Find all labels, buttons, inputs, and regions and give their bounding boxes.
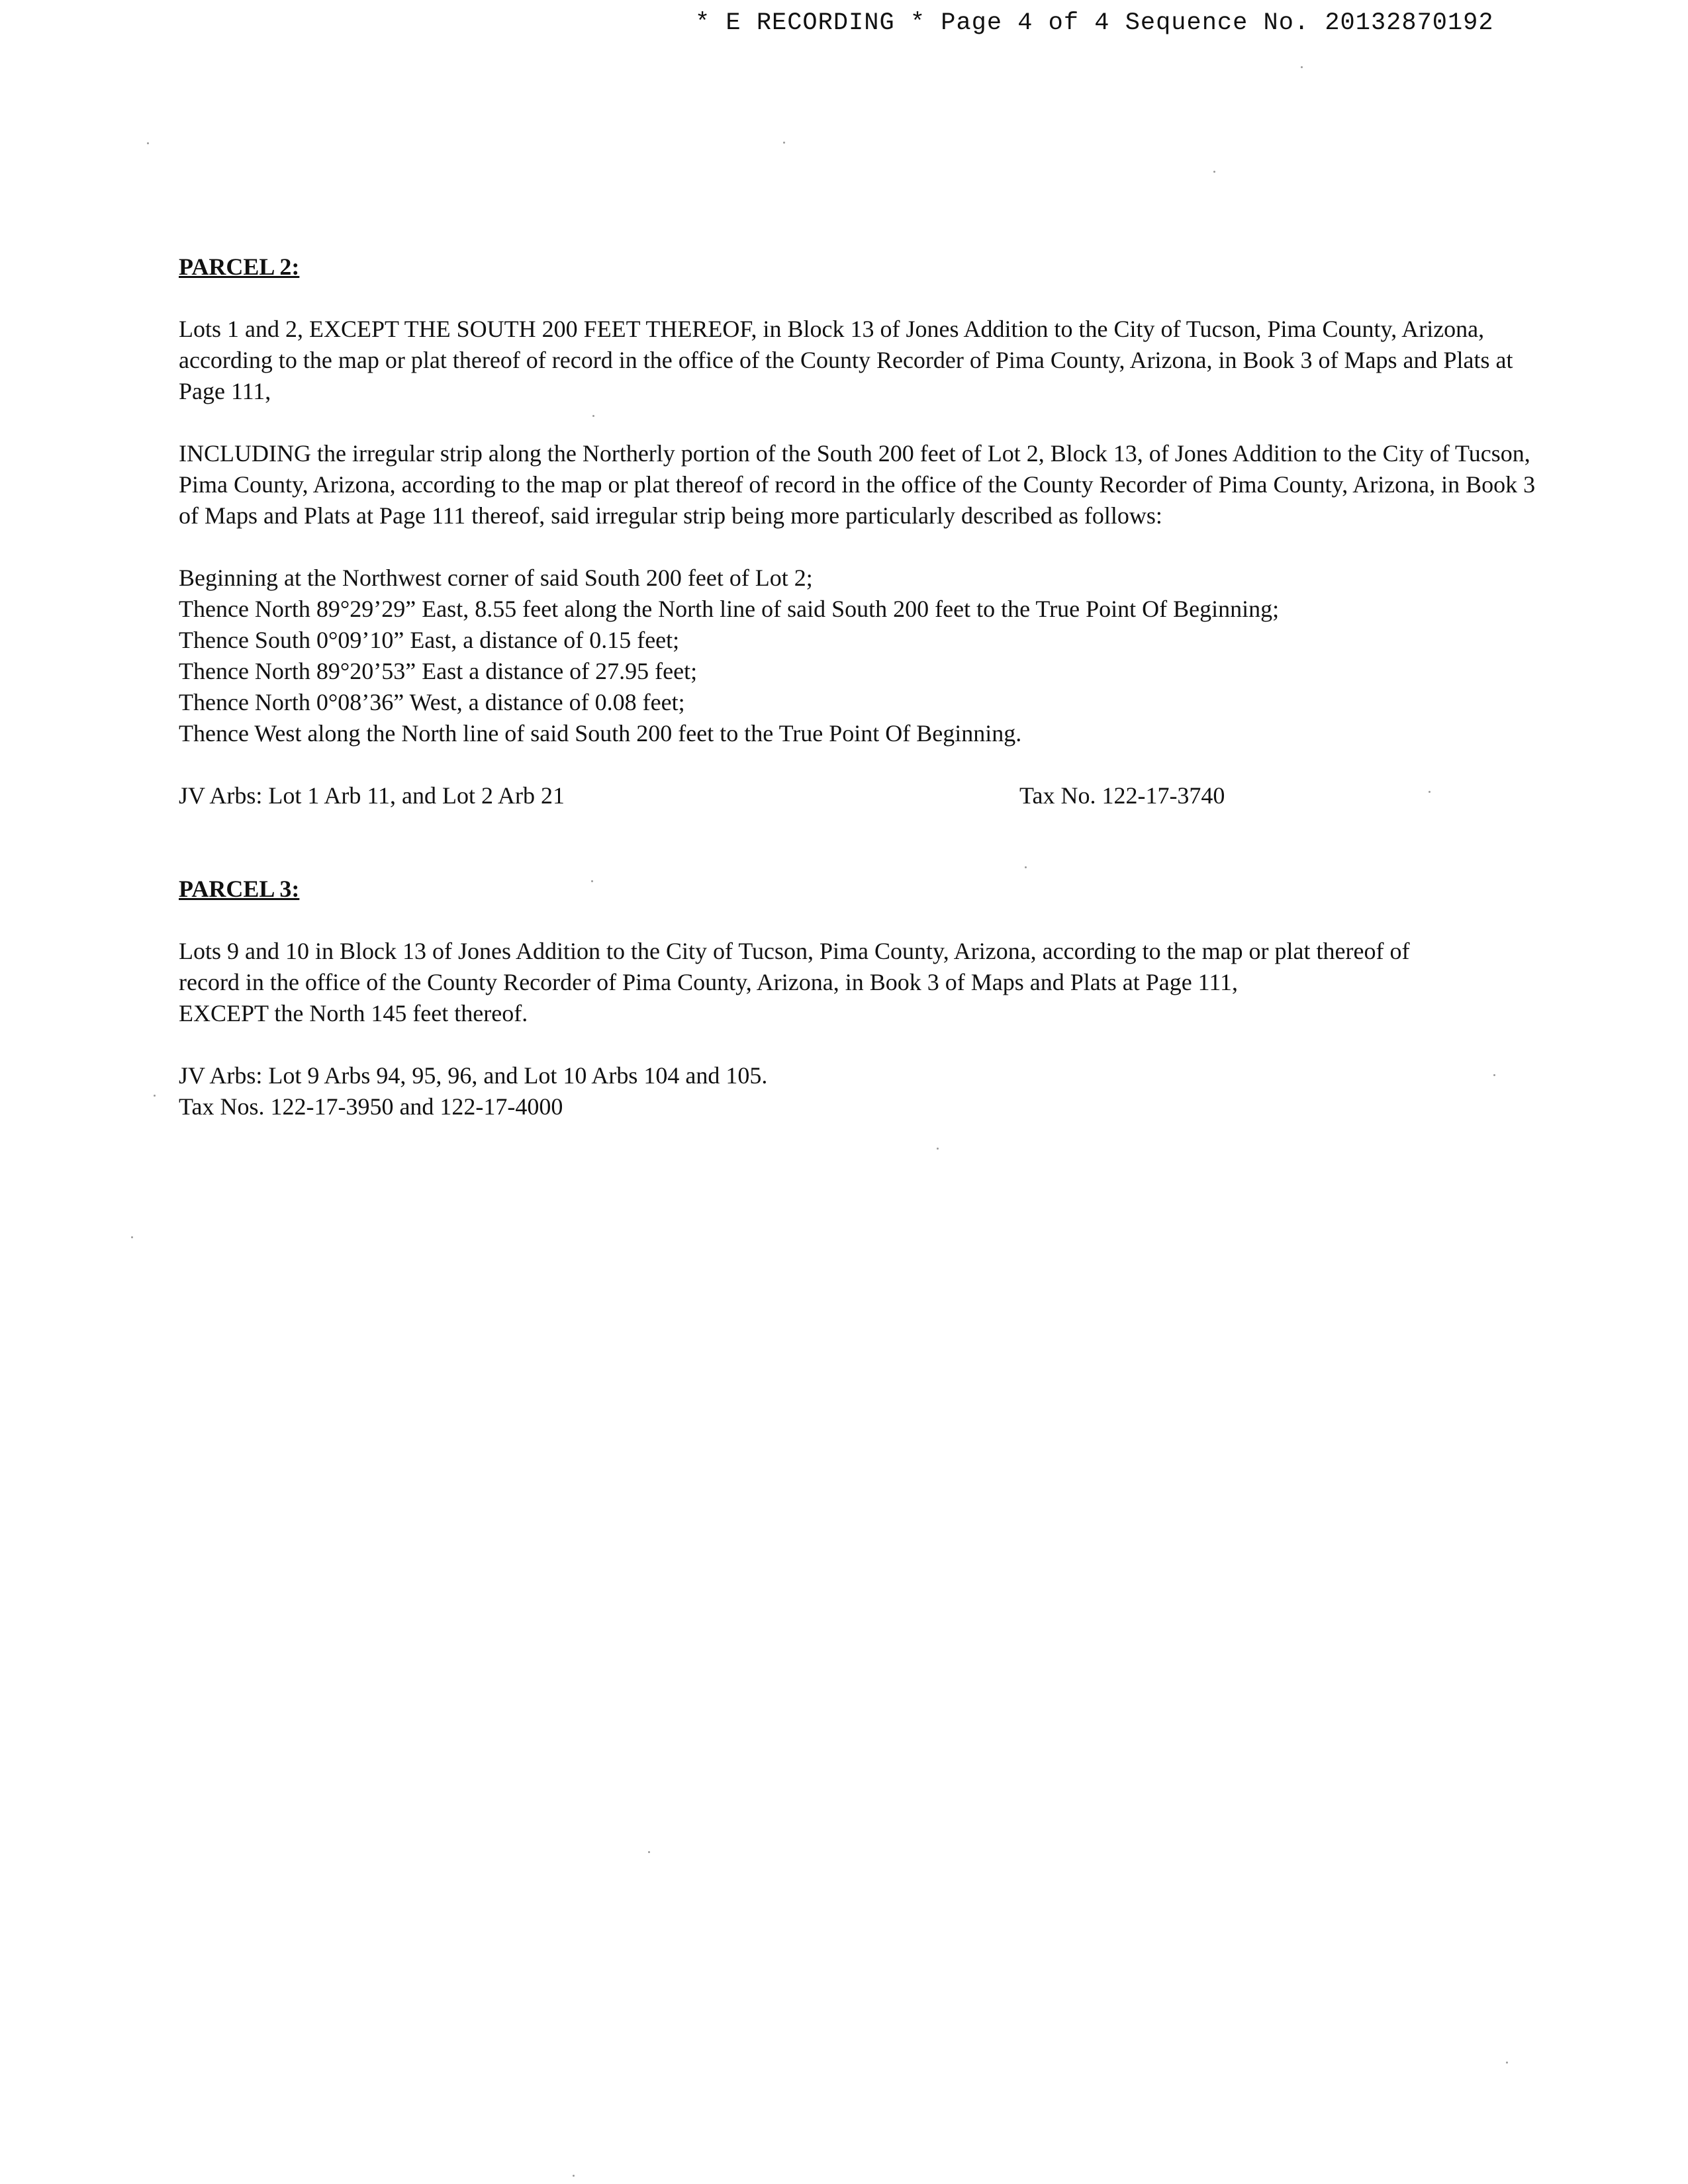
description-line: Lots 9 and 10 in Block 13 of Jones Addition to the City of Tucson, Pima County, Arizona, according to the map or plat thereof of — [179, 938, 1410, 964]
spacer — [179, 407, 1542, 438]
scan-speck — [1493, 1074, 1495, 1076]
scan-speck — [592, 415, 594, 417]
scan-speck — [1025, 866, 1027, 868]
recording-stamp: * E RECORDING * Page 4 of 4 Sequence No. 20132870192 — [695, 9, 1494, 37]
document-body — [179, 251, 1542, 1122]
spacer — [179, 531, 1542, 563]
spacer — [179, 842, 1542, 874]
parcel-2-heading: PARCEL 2: — [179, 253, 300, 280]
parcel-2-arbs-tax-row — [179, 780, 1542, 811]
description-line: Thence West along the North line of said South 200 feet to the True Point Of Beginning. — [179, 720, 1022, 747]
scan-speck — [573, 2175, 575, 2177]
spacer — [179, 811, 1542, 842]
spacer — [179, 749, 1542, 780]
scan-speck — [147, 142, 149, 144]
scan-speck — [131, 1236, 133, 1238]
parcel-3-arbs-tax — [179, 1060, 1542, 1122]
scan-speck — [1213, 171, 1215, 173]
spacer — [179, 1029, 1542, 1060]
parcel-2-arbs: JV Arbs: Lot 1 Arb 11, and Lot 2 Arb 21 — [179, 782, 565, 809]
scan-speck — [1506, 2062, 1508, 2064]
parcel-2-legal-description: Lots 1 and 2, EXCEPT THE SOUTH 200 FEET THEREOF, in Block 13 of Jones Addition to the City of Tucson, Pima County, Arizona, according to the map or plat thereof of record in the office of the County Recorder of Pima County, Arizona, in Book 3 of Maps and Plats at Page 111, — [179, 316, 1513, 404]
spacer — [179, 905, 1542, 936]
description-line: Thence North 89°20’53” East a distance of 27.95 feet; — [179, 658, 698, 684]
parcel-3-legal-description — [179, 936, 1542, 1029]
scan-speck — [648, 1851, 650, 1853]
scan-speck — [1301, 66, 1303, 68]
description-line: record in the office of the County Recorder of Pima County, Arizona, in Book 3 of Maps and Plats at Page 111, — [179, 969, 1239, 995]
scan-speck — [783, 142, 785, 144]
parcel-3-heading: PARCEL 3: — [179, 876, 300, 902]
parcel-3-tax-numbers: Tax Nos. 122-17-3950 and 122-17-4000 — [179, 1093, 563, 1120]
parcel-3-arbs: JV Arbs: Lot 9 Arbs 94, 95, 96, and Lot 10 Arbs 104 and 105. — [179, 1062, 768, 1089]
description-line: Beginning at the Northwest corner of said South 200 feet of Lot 2; — [179, 565, 813, 591]
scan-speck — [591, 880, 593, 882]
parcel-2-including-clause: INCLUDING the irregular strip along the Northerly portion of the South 200 feet of Lot 2, Block 13, of Jones Addition to the City of Tucson, Pima County, Arizona, according to the map or plat thereof of record in the office of the County Recorder of Pima County, Arizona, in Book 3 of Maps and Plats at Page 111 thereof, said irregular strip being more particularly described as follows: — [179, 440, 1536, 529]
parcel-2-metes-and-bounds — [179, 563, 1542, 749]
parcel-2-tax-number: Tax No. 122-17-3740 — [1019, 782, 1225, 809]
description-line: Thence South 0°09’10” East, a distance of 0.15 feet; — [179, 627, 680, 653]
description-line: EXCEPT the North 145 feet thereof. — [179, 1000, 528, 1026]
spacer — [179, 283, 1542, 314]
scan-speck — [937, 1148, 939, 1150]
description-line: Thence North 0°08’36” West, a distance of 0.08 feet; — [179, 689, 685, 715]
description-line: Thence North 89°29’29” East, 8.55 feet along the North line of said South 200 feet to the True Point Of Beginning; — [179, 596, 1280, 622]
scan-speck — [1429, 791, 1430, 793]
scan-speck — [154, 1095, 156, 1097]
